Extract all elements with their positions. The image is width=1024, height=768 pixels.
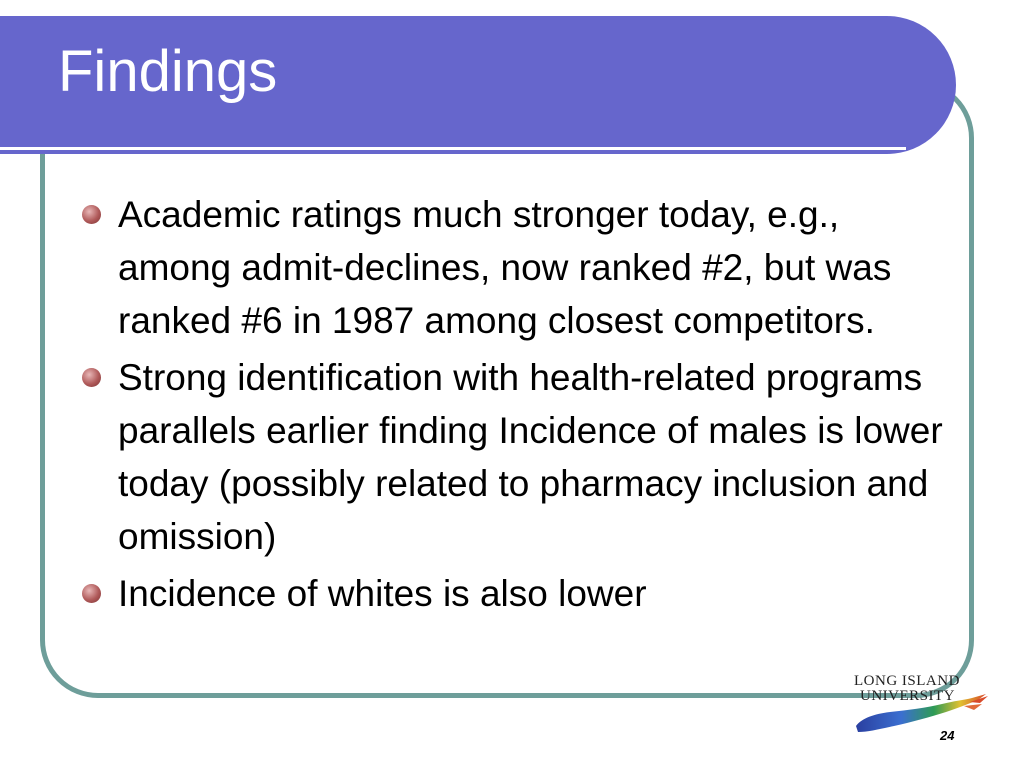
bullet-item [80, 351, 960, 563]
university-logo [850, 672, 990, 738]
bullet-item [80, 567, 960, 620]
bullet-dot-icon [82, 368, 101, 387]
logo-line-1: LONG ISLAND [854, 673, 960, 689]
bullet-text: Academic ratings much stronger today, e.g., among admit-declines, now ranked #2, but was ranked #6 in 1987 among closest competitors. [118, 194, 892, 341]
bullet-item [80, 188, 960, 347]
bullet-text: Incidence of whites is also lower [118, 573, 647, 614]
bullet-text: Strong identification with health-related programs parallels earlier finding Incidence of males is lower today (possibly related to pharmacy inclusion and omission) [118, 357, 943, 557]
bullet-list [80, 188, 960, 624]
slide-title: Findings [58, 39, 278, 104]
title-divider [0, 147, 906, 150]
long-island-map-icon [850, 692, 990, 738]
page-number: 24 [940, 728, 955, 743]
bullet-dot-icon [82, 205, 101, 224]
bullet-dot-icon [82, 584, 101, 603]
logo-line-2: UNIVERSITY [860, 688, 955, 704]
